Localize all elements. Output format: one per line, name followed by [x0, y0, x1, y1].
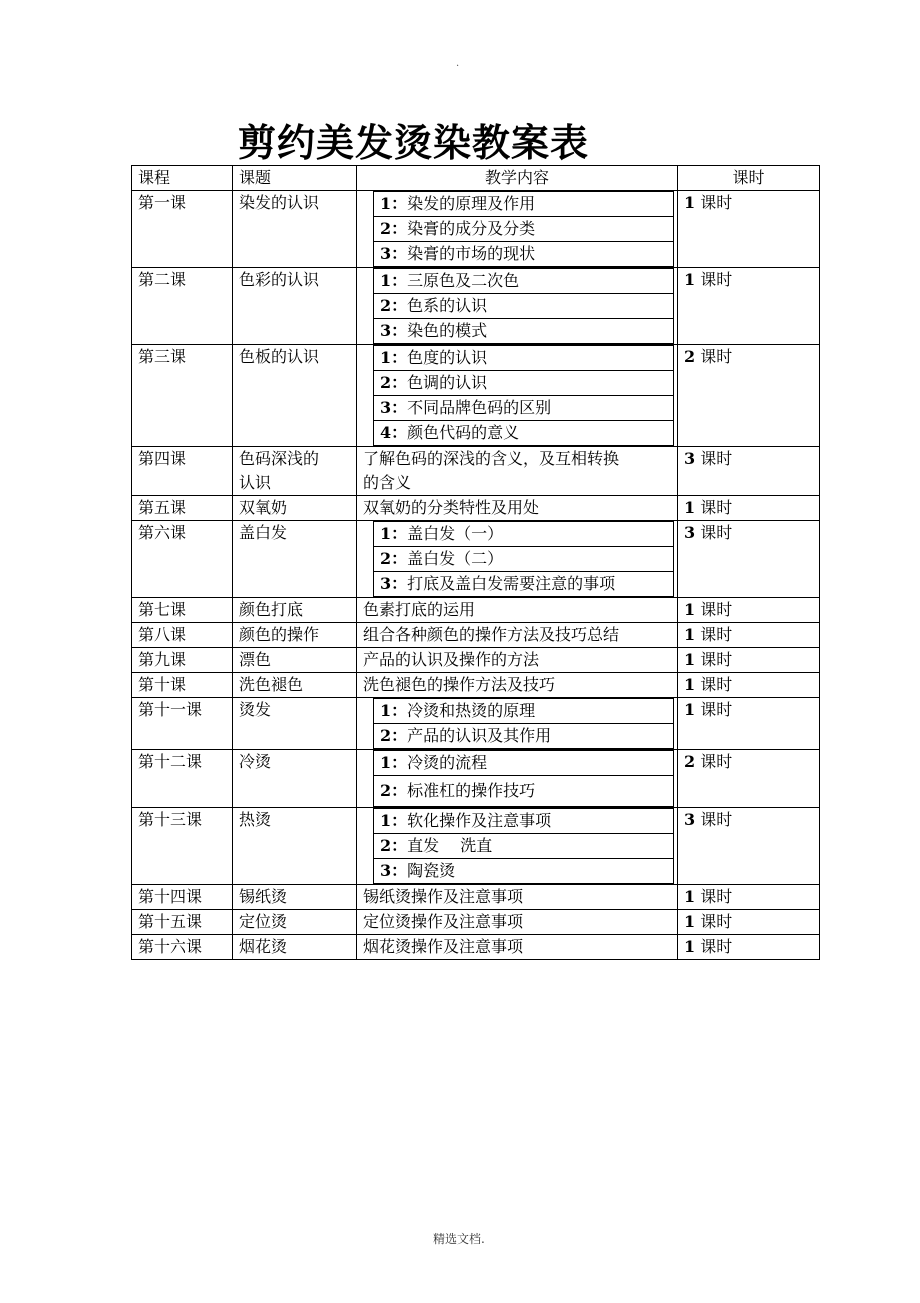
hours-cell: 3 课时 — [678, 808, 820, 885]
content-cell — [357, 808, 678, 885]
table-row — [132, 598, 820, 623]
content-list — [373, 698, 674, 749]
content-list — [373, 345, 674, 446]
page-footer: 精选文档. — [433, 1232, 485, 1246]
content-cell: 洗色褪色的操作方法及技巧 — [357, 673, 678, 698]
topic-cell: 颜色打底 — [233, 598, 357, 623]
content-cell: 锡纸烫操作及注意事项 — [357, 885, 678, 910]
list-item: 2：色系的认识 — [374, 294, 674, 319]
lesson-cell: 第三课 — [132, 345, 233, 447]
lesson-cell: 第九课 — [132, 648, 233, 673]
topic-cell: 锡纸烫 — [233, 885, 357, 910]
hours-cell: 1 课时 — [678, 910, 820, 935]
content-cell: 产品的认识及操作的方法 — [357, 648, 678, 673]
table-row — [132, 673, 820, 698]
list-item: 3：染膏的市场的现状 — [374, 242, 674, 267]
content-list — [373, 808, 674, 884]
list-item: 3：打底及盖白发需要注意的事项 — [374, 572, 674, 597]
lesson-cell: 第二课 — [132, 268, 233, 345]
lesson-cell: 第十六课 — [132, 935, 233, 960]
table-row — [132, 808, 820, 885]
table-row — [132, 698, 820, 750]
content-cell: 烟花烫操作及注意事项 — [357, 935, 678, 960]
content-cell: 色素打底的运用 — [357, 598, 678, 623]
hours-cell: 1 课时 — [678, 935, 820, 960]
hours-cell: 1 课时 — [678, 598, 820, 623]
content-line: 了解色码的深浅的含义，及互相转换 — [363, 449, 620, 468]
table-row — [132, 750, 820, 808]
content-cell — [357, 191, 678, 268]
table-header-row — [132, 166, 820, 191]
hours-cell: 1 课时 — [678, 496, 820, 521]
list-item: 2：色调的认识 — [374, 371, 674, 396]
lesson-cell: 第十一课 — [132, 698, 233, 750]
header-topic: 课题 — [233, 166, 357, 191]
lesson-cell: 第十课 — [132, 673, 233, 698]
content-cell — [357, 521, 678, 598]
lesson-cell: 第四课 — [132, 447, 233, 496]
hours-cell: 3 课时 — [678, 521, 820, 598]
list-item: 4：颜色代码的意义 — [374, 421, 674, 446]
lesson-cell: 第六课 — [132, 521, 233, 598]
content-cell — [357, 698, 678, 750]
table-row — [132, 648, 820, 673]
topic-cell: 定位烫 — [233, 910, 357, 935]
header-dot: . — [456, 58, 460, 69]
content-list — [373, 750, 674, 807]
list-item: 1：冷烫和热烫的原理 — [374, 699, 674, 724]
content-cell: 组合各种颜色的操作方法及技巧总结 — [357, 623, 678, 648]
topic-cell: 冷烫 — [233, 750, 357, 808]
list-item: 3：不同品牌色码的区别 — [374, 396, 674, 421]
content-list — [373, 521, 674, 597]
lesson-cell: 第十二课 — [132, 750, 233, 808]
header-lesson: 课程 — [132, 166, 233, 191]
topic-line: 色码深浅的 — [239, 449, 320, 468]
topic-cell: 烫发 — [233, 698, 357, 750]
table-row — [132, 496, 820, 521]
page-title: 剪约美发烫染教案表 — [238, 120, 590, 165]
hours-cell: 3 课时 — [678, 447, 820, 496]
topic-cell: 盖白发 — [233, 521, 357, 598]
list-item: 2：产品的认识及其作用 — [374, 724, 674, 749]
list-item: 1：软化操作及注意事项 — [374, 809, 674, 834]
topic-cell: 颜色的操作 — [233, 623, 357, 648]
list-item: 1：染发的原理及作用 — [374, 192, 674, 217]
table-row — [132, 910, 820, 935]
table-row — [132, 885, 820, 910]
list-item: 1：冷烫的流程 — [374, 751, 674, 776]
hours-cell: 1 课时 — [678, 698, 820, 750]
hours-cell: 1 课时 — [678, 268, 820, 345]
list-item: 2：标准杠的操作技巧 — [374, 776, 674, 807]
table-row — [132, 623, 820, 648]
content-cell — [357, 268, 678, 345]
hours-cell: 1 课时 — [678, 623, 820, 648]
hours-cell: 2 课时 — [678, 345, 820, 447]
table-row — [132, 447, 820, 496]
table-row — [132, 191, 820, 268]
topic-cell — [233, 447, 357, 496]
hours-cell: 1 课时 — [678, 648, 820, 673]
topic-cell: 色板的认识 — [233, 345, 357, 447]
hours-cell: 1 课时 — [678, 885, 820, 910]
header-content: 教学内容 — [357, 166, 678, 191]
lesson-cell: 第一课 — [132, 191, 233, 268]
hours-cell: 1 课时 — [678, 191, 820, 268]
topic-cell: 双氧奶 — [233, 496, 357, 521]
table-row — [132, 521, 820, 598]
list-item: 3：陶瓷烫 — [374, 859, 674, 884]
table-row — [132, 268, 820, 345]
content-cell — [357, 447, 678, 496]
lesson-cell: 第十五课 — [132, 910, 233, 935]
content-list — [373, 268, 674, 344]
lesson-cell: 第七课 — [132, 598, 233, 623]
list-item: 1：盖白发（一） — [374, 522, 674, 547]
topic-cell: 烟花烫 — [233, 935, 357, 960]
content-cell: 定位烫操作及注意事项 — [357, 910, 678, 935]
topic-cell: 色彩的认识 — [233, 268, 357, 345]
lesson-cell: 第十四课 — [132, 885, 233, 910]
list-item: 3：染色的模式 — [374, 319, 674, 344]
topic-cell: 洗色褪色 — [233, 673, 357, 698]
lesson-plan-table — [131, 165, 820, 960]
topic-cell: 漂色 — [233, 648, 357, 673]
topic-cell: 热烫 — [233, 808, 357, 885]
lesson-cell: 第五课 — [132, 496, 233, 521]
hours-cell: 2 课时 — [678, 750, 820, 808]
content-line: 的含义 — [363, 473, 412, 492]
lesson-cell: 第八课 — [132, 623, 233, 648]
table-row — [132, 345, 820, 447]
list-item: 1：三原色及二次色 — [374, 269, 674, 294]
topic-cell: 染发的认识 — [233, 191, 357, 268]
table-row — [132, 935, 820, 960]
hours-cell: 1 课时 — [678, 673, 820, 698]
list-item: 2：直发 洗直 — [374, 834, 674, 859]
content-list — [373, 191, 674, 267]
content-cell: 双氧奶的分类特性及用处 — [357, 496, 678, 521]
list-item: 2：盖白发（二） — [374, 547, 674, 572]
content-cell — [357, 345, 678, 447]
content-cell — [357, 750, 678, 808]
lesson-cell: 第十三课 — [132, 808, 233, 885]
topic-line: 认识 — [239, 473, 272, 492]
list-item: 2：染膏的成分及分类 — [374, 217, 674, 242]
list-item: 1：色度的认识 — [374, 346, 674, 371]
header-hours: 课时 — [678, 166, 820, 191]
